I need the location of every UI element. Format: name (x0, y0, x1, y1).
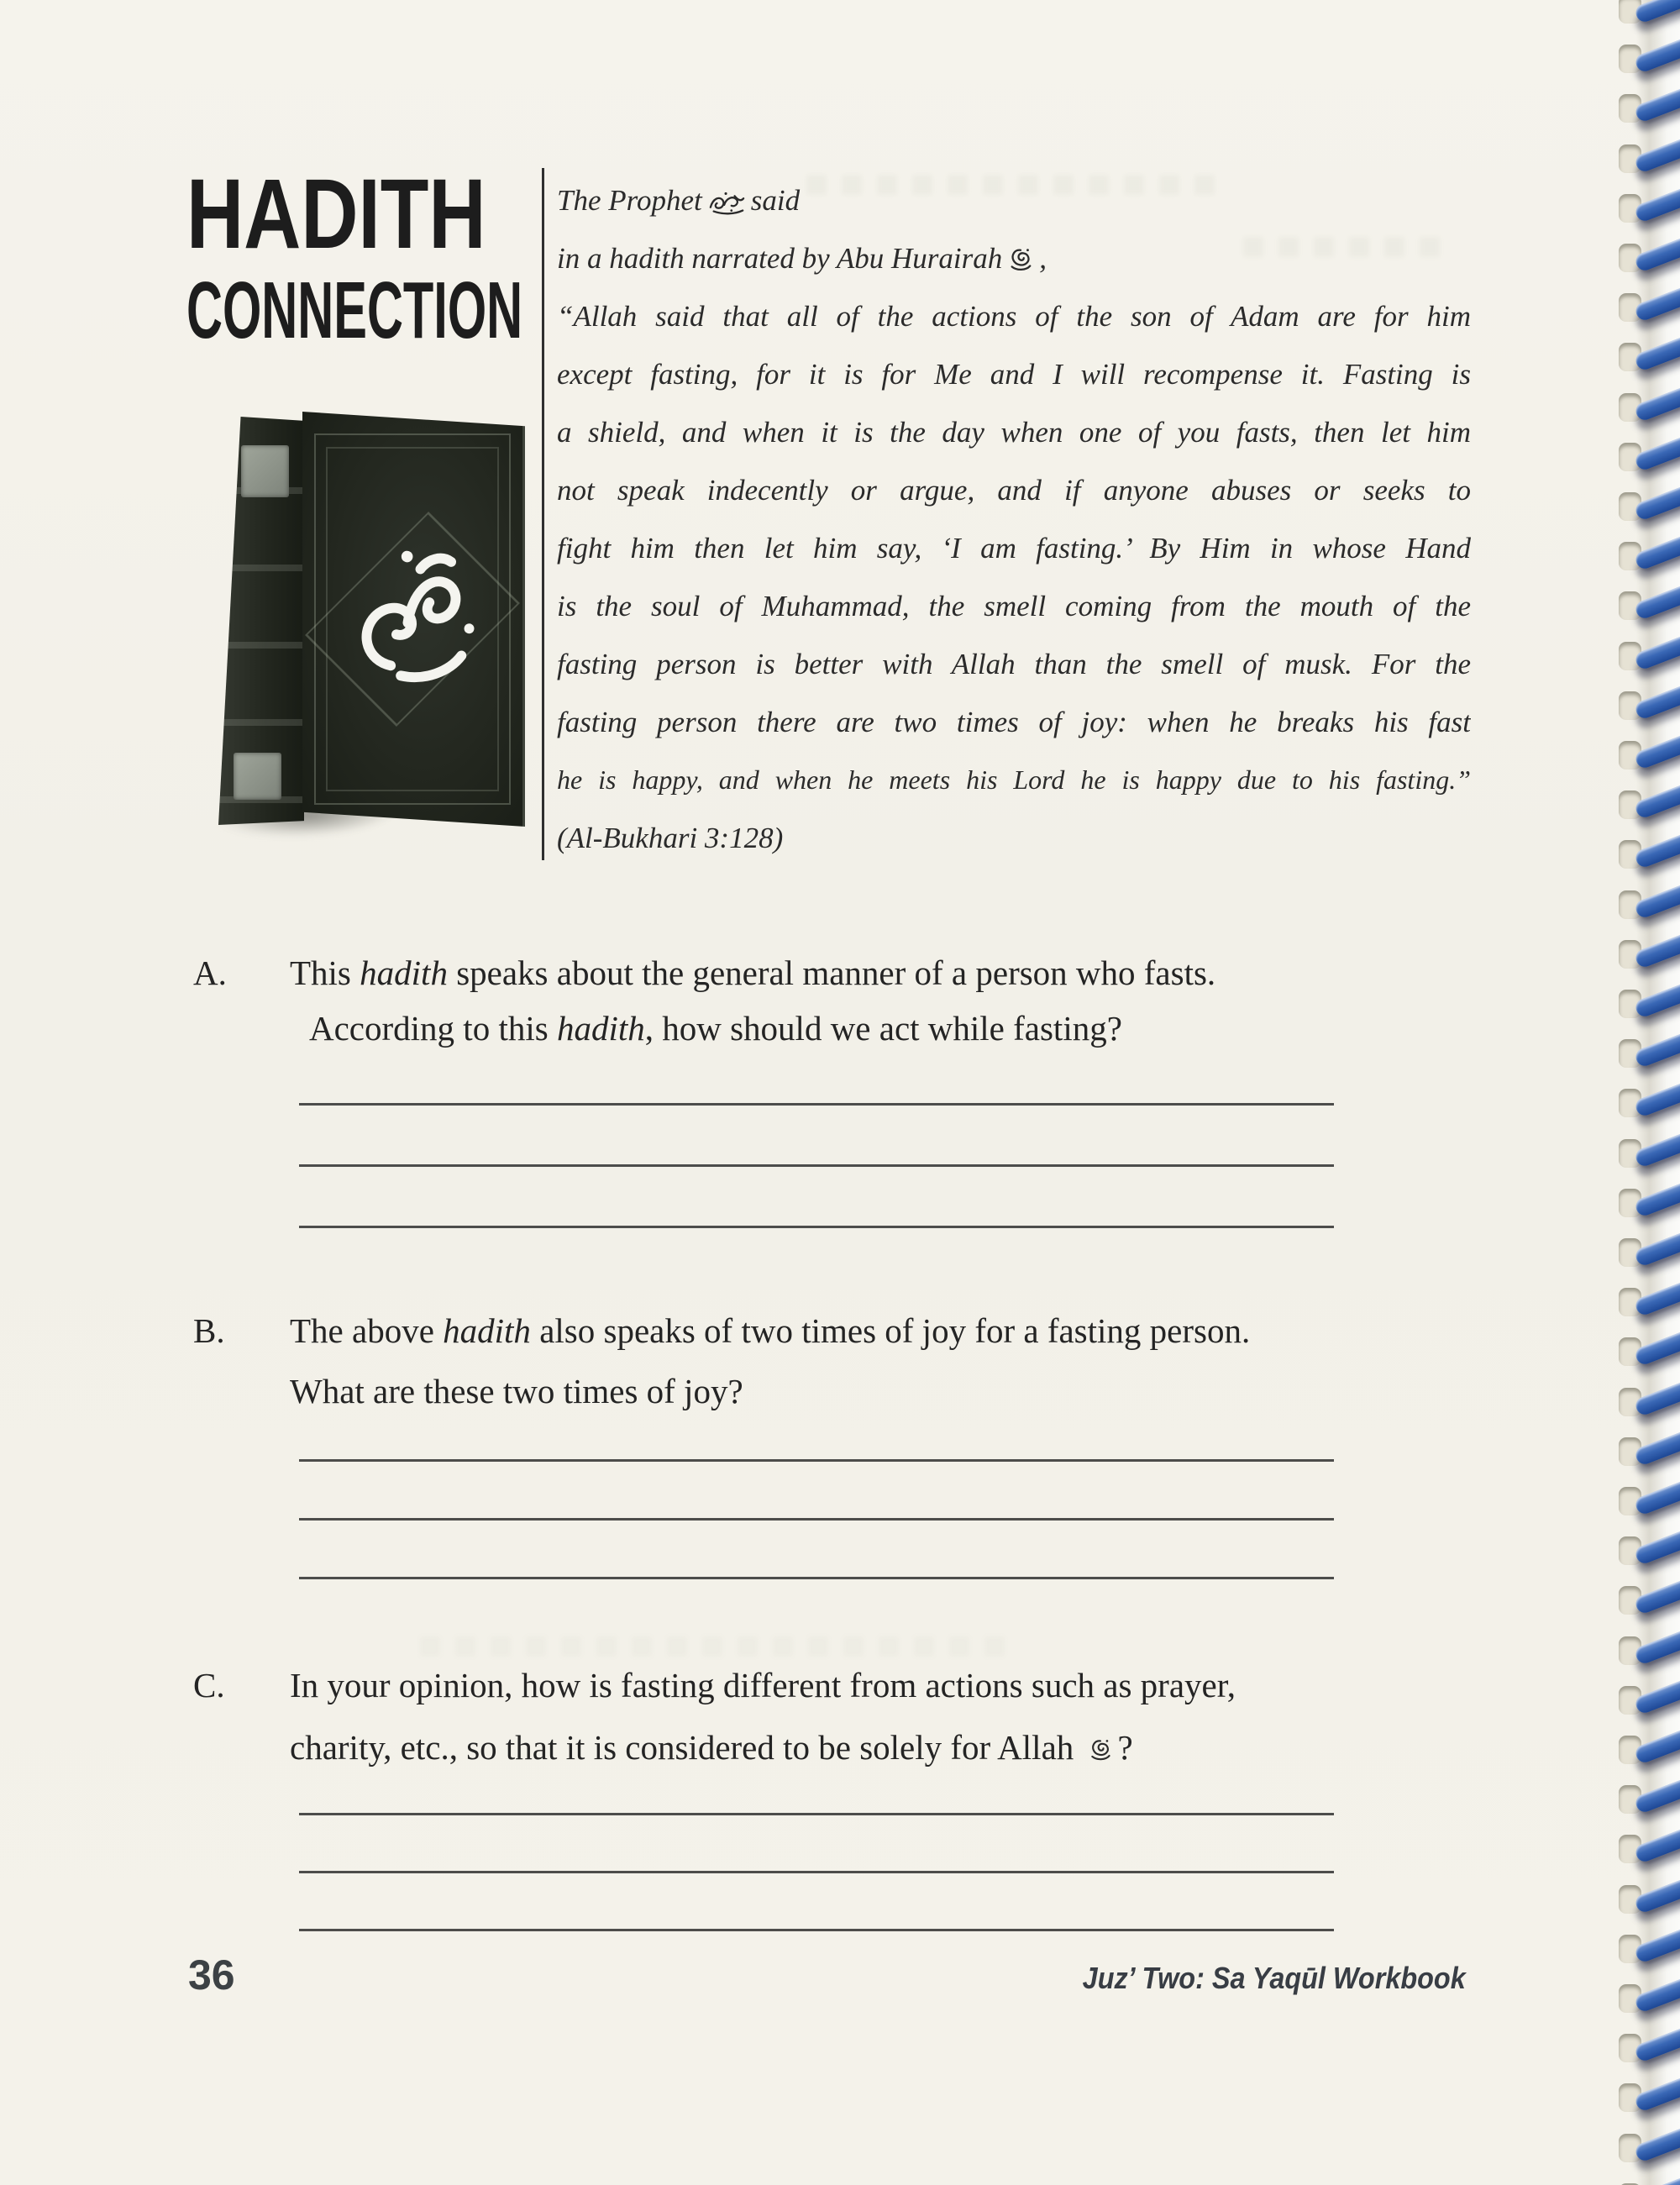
hadith-intro1-text2: said (750, 184, 801, 217)
spiral-coil (1596, 937, 1680, 987)
hadith-quote-line: he is happy, and when he meets his Lord he is happy due to his fasting.” (557, 764, 1471, 795)
spiral-coil (1596, 1633, 1680, 1683)
spiral-coil (1596, 290, 1680, 340)
spiral-coil (1596, 390, 1680, 440)
spiral-coil (1596, 787, 1680, 838)
spine-label (234, 753, 281, 800)
spiral-binding (1596, 0, 1680, 2185)
page-number: 36 (188, 1951, 235, 1999)
spiral-coil (1596, 1931, 1680, 1982)
spiral-coil (1596, 1136, 1680, 1186)
prophet-honorific-icon (707, 190, 746, 215)
question-c-line1: In your opinion, how is fasting different from actions such as prayer, (290, 1666, 1236, 1704)
page-title-line1: HADITH (186, 159, 486, 270)
question-a-text4: , how should we act while fasting? (644, 1009, 1122, 1048)
spiral-coil (1596, 91, 1680, 141)
question-c-line2 (290, 1727, 1133, 1768)
bleed-through (420, 1636, 1008, 1657)
spiral-coil (1596, 1434, 1680, 1484)
spiral-coil (1596, 1831, 1680, 1882)
answer-line (299, 1518, 1334, 1521)
spiral-coil (1596, 1235, 1680, 1285)
spiral-coil (1596, 1085, 1680, 1136)
spiral-coil (1596, 489, 1680, 539)
hadith-quote-line: fasting person there are two times of joy: when he breaks his fast (557, 706, 1471, 738)
question-b-text2: also speaks of two times of joy for a fasting person. (530, 1311, 1251, 1350)
spiral-coil (1596, 538, 1680, 589)
spiral-coil (1596, 339, 1680, 390)
answer-line (299, 1164, 1334, 1167)
question-c-label: C. (193, 1666, 225, 1704)
question-a-text2: speaks about the general manner of a person who fasts. (447, 953, 1216, 992)
spiral-coil (1596, 837, 1680, 887)
page-title-line2: CONNECTION (186, 265, 523, 355)
answer-line (299, 1813, 1334, 1815)
spiral-coil (1596, 1782, 1680, 1832)
hadith-intro1-text: The Prophet (557, 184, 702, 217)
hadith-quote-line: not speak indecently or argue, and if anyone abuses or seeks to (557, 474, 1471, 507)
question-a-label: A. (193, 953, 227, 992)
spiral-coil (1596, 638, 1680, 689)
spiral-coil (1596, 1185, 1680, 1236)
answer-line (299, 1929, 1334, 1931)
spiral-coil (1596, 986, 1680, 1037)
answer-line (299, 1103, 1334, 1106)
spiral-coil (1596, 191, 1680, 241)
spiral-coil (1596, 41, 1680, 92)
book-spine (218, 417, 304, 825)
hadith-quote-line: a shield, and when it is the day when one of you fasts, then let him (557, 416, 1471, 449)
question-b-italic: hadith (443, 1311, 531, 1350)
spiral-coil (1596, 1683, 1680, 1733)
spiral-coil (1596, 1981, 1680, 2031)
spiral-coil (1596, 1583, 1680, 1633)
spiral-coil (1596, 1036, 1680, 1086)
question-b-line2: What are these two times of joy? (290, 1372, 743, 1410)
hadith-intro-line1 (557, 171, 1471, 229)
question-a-text3: According to this (309, 1009, 557, 1048)
answer-line (299, 1226, 1334, 1228)
question-a-line2 (309, 1008, 1122, 1049)
spiral-coil (1596, 738, 1680, 788)
spiral-coil (1596, 0, 1680, 42)
narrator-honorific-icon (1007, 246, 1034, 273)
hadith-citation: (Al-Bukhari 3:128) (557, 822, 784, 854)
spiral-coil (1596, 1284, 1680, 1335)
cover-calligraphy-icon (331, 526, 495, 704)
spiral-coil (1596, 240, 1680, 291)
hadith-quote-block (557, 171, 1471, 867)
question-b-text: The above (290, 1311, 444, 1350)
question-a-line1 (290, 953, 1215, 994)
spiral-coil (1596, 887, 1680, 938)
spiral-coil (1596, 1384, 1680, 1435)
hadith-quote-line: “Allah said that all of the actions of the son of Adam are for him (557, 300, 1471, 333)
workbook-footer-title: Juz’ Two: Sa Yaqūl Workbook (1082, 1961, 1466, 1995)
spine-label (241, 445, 289, 497)
hadith-quote-line: fight him then let him say, ‘I am fasting.’ By Him in whose Hand (557, 532, 1471, 565)
question-b-label: B. (193, 1311, 225, 1350)
spiral-coil (1596, 688, 1680, 738)
spiral-coil (1596, 588, 1680, 638)
spiral-coil (1596, 2180, 1680, 2185)
hadith-quote-line: except fasting, for it is for Me and I will recompense it. Fasting is (557, 358, 1471, 391)
book-cover (302, 412, 525, 827)
answer-line (299, 1871, 1334, 1873)
question-a-italic: hadith (360, 953, 448, 992)
answer-line (299, 1459, 1334, 1462)
spiral-coil (1596, 2030, 1680, 2081)
spiral-coil (1596, 2080, 1680, 2130)
hadith-intro2-comma: , (1039, 242, 1047, 275)
spiral-coil (1596, 1732, 1680, 1783)
question-a-text: This (290, 953, 360, 992)
spiral-coil (1596, 1334, 1680, 1384)
hadith-intro-line2 (557, 229, 1471, 287)
spiral-coil (1596, 1533, 1680, 1584)
question-a-italic2: hadith (556, 1009, 645, 1048)
answer-line (299, 1577, 1334, 1579)
hadith-quote-line: is the soul of Muhammad, the smell coming from the mouth of the (557, 590, 1471, 622)
spiral-coil (1596, 141, 1680, 192)
hadith-quote-line: fasting person is better with Allah than the smell of musk. For the (557, 648, 1471, 680)
hadith-intro2-text: in a hadith narrated by Abu Hurairah (557, 242, 1003, 275)
quran-book-image (212, 403, 531, 836)
spiral-coil (1596, 2130, 1680, 2181)
question-c-qmark: ? (1117, 1728, 1133, 1767)
spiral-coil (1596, 1882, 1680, 1932)
question-b-line1 (290, 1310, 1250, 1352)
spiral-coil (1596, 1484, 1680, 1534)
spiral-coil (1596, 439, 1680, 490)
question-c-text: charity, etc., so that it is considered to be solely for Allah (290, 1728, 1083, 1767)
header-divider (542, 168, 544, 860)
allah-honorific-icon (1088, 1736, 1113, 1764)
